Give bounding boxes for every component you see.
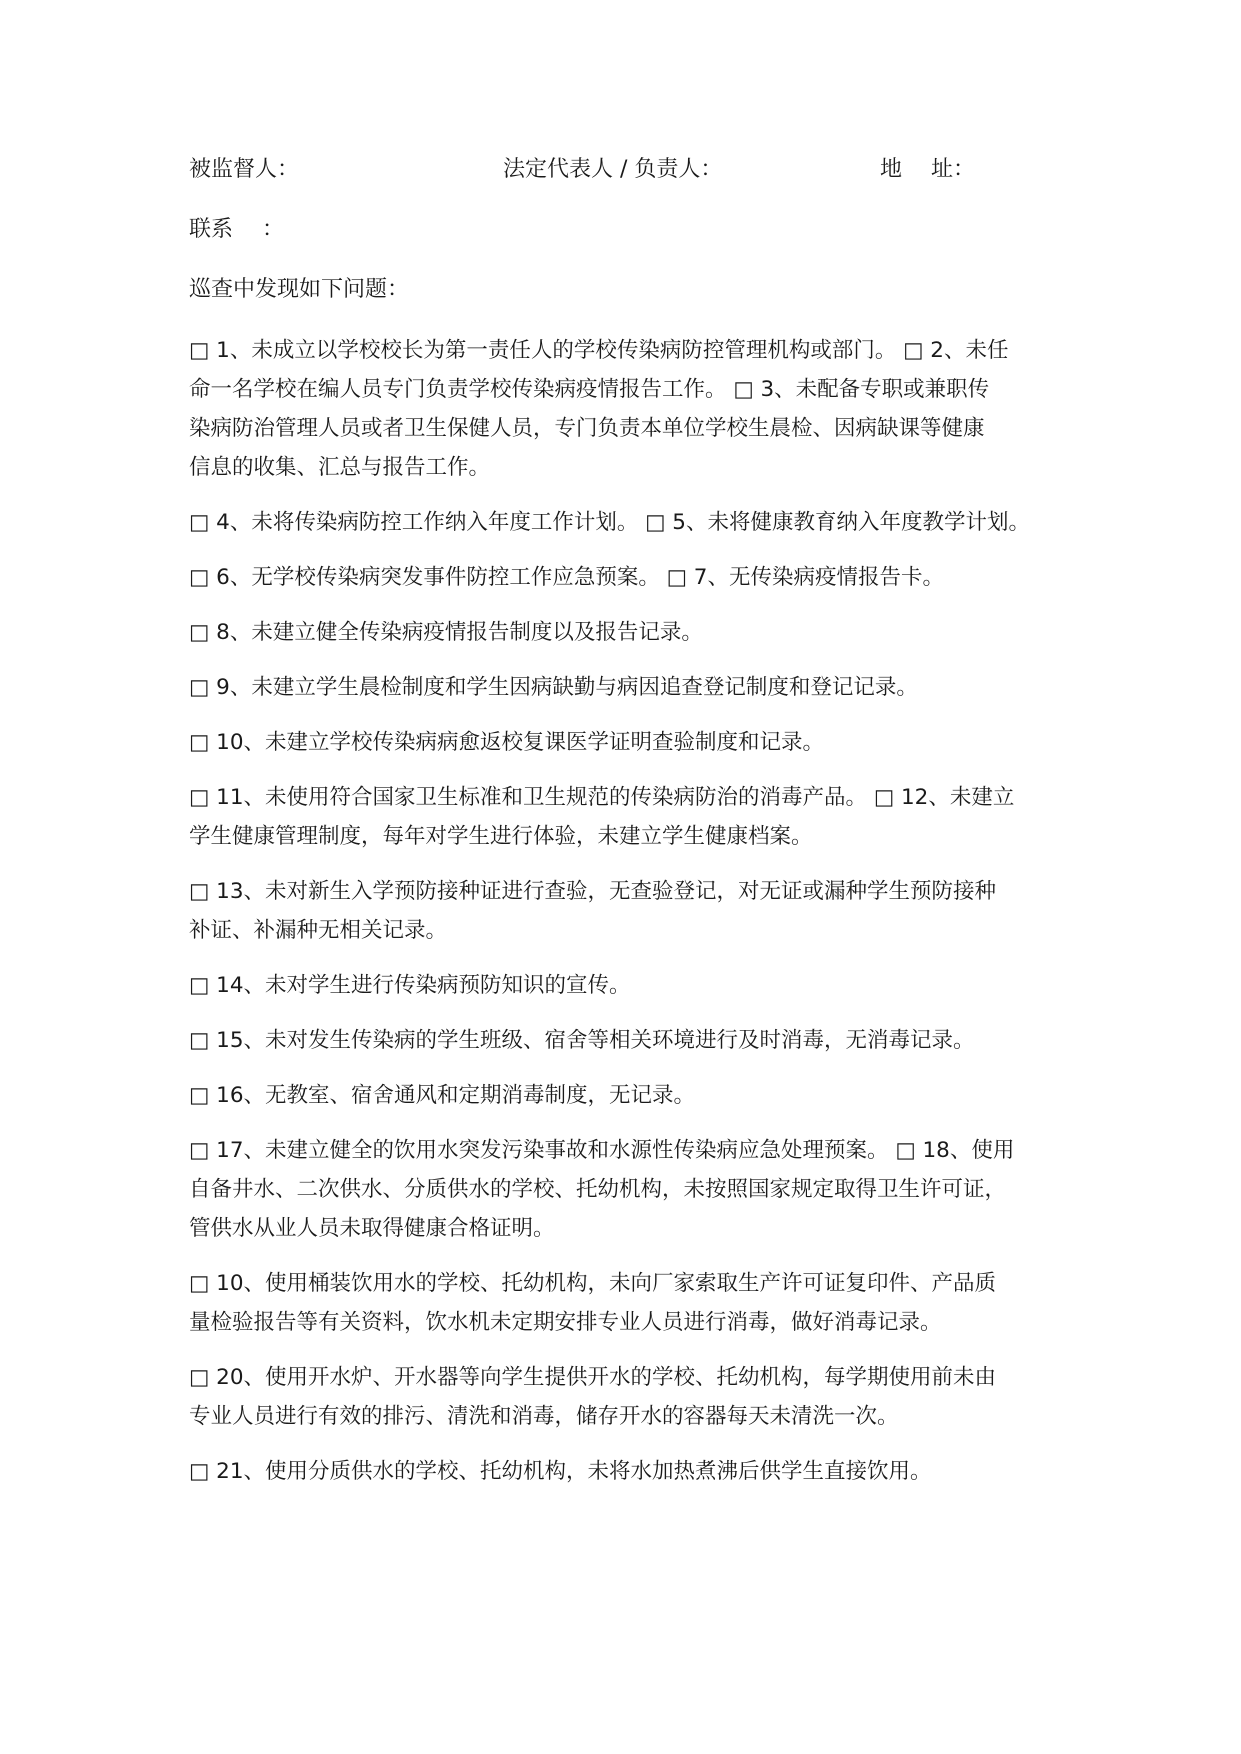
issue-line: □ 20、使用开水炉、开水器等向学生提供开水的学校、托幼机构，每学期使用前未由	[189, 1365, 997, 1390]
issue-list	[189, 331, 1089, 1491]
issue-paragraph	[189, 1021, 1089, 1060]
issue-line: □ 10、使用桶装饮用水的学校、托幼机构，未向厂家索取生产许可证复印件、产品质	[189, 1271, 997, 1296]
issue-line: □ 6、无学校传染病突发事件防控工作应急预案。 □ 7、无传染病疫情报告卡。	[189, 565, 944, 590]
legal-representative-label: 法定代表人 / 负责人：	[503, 157, 723, 182]
issue-paragraph	[189, 966, 1089, 1005]
supervised-party-label: 被监督人：	[189, 157, 300, 182]
issue-line: □ 4、未将传染病防控工作纳入年度工作计划。 □ 5、未将健康教育纳入年度教学计划。	[189, 510, 1030, 535]
issue-paragraph	[189, 723, 1089, 762]
issue-line: □ 17、未建立健全的饮用水突发污染事故和水源性传染病应急处理预案。 □ 18、使用	[189, 1138, 1015, 1163]
issue-line: □ 15、未对发生传染病的学生班级、宿舍等相关环境进行及时消毒，无消毒记录。	[189, 1028, 975, 1053]
issue-line: 自备井水、二次供水、分质供水的学校、托幼机构，未按照国家规定取得卫生许可证，	[189, 1177, 1007, 1202]
issue-line: □ 11、未使用符合国家卫生标准和卫生规范的传染病防治的消毒产品。 □ 12、未建立	[189, 785, 1015, 810]
issue-line: □ 10、未建立学校传染病病愈返校复课医学证明查验制度和记录。	[189, 730, 825, 755]
issue-paragraph	[189, 503, 1089, 542]
contact-label: 联系 ：	[189, 217, 284, 242]
issue-paragraph	[189, 1131, 1089, 1248]
issue-line: □ 16、无教室、宿舍通风和定期消毒制度，无记录。	[189, 1083, 696, 1108]
issue-line: 信息的收集、汇总与报告工作。	[189, 455, 491, 480]
issue-line: 命一名学校在编人员专门负责学校传染病疫情报告工作。 □ 3、未配备专职或兼职传	[189, 377, 990, 402]
issue-paragraph	[189, 1076, 1089, 1115]
issue-paragraph	[189, 778, 1089, 856]
issue-paragraph	[189, 1452, 1089, 1491]
issue-paragraph	[189, 872, 1089, 950]
inspection-document	[189, 155, 1089, 1511]
issue-line: □ 9、未建立学生晨检制度和学生因病缺勤与病因追查登记制度和登记记录。	[189, 675, 918, 700]
issue-paragraph	[189, 1358, 1089, 1436]
issue-line: 专业人员进行有效的排污、清洗和消毒，储存开水的容器每天未清洗一次。	[189, 1404, 899, 1429]
findings-intro: 巡查中发现如下问题：	[189, 277, 410, 302]
issue-paragraph	[189, 331, 1089, 487]
header-row	[189, 155, 1089, 185]
issue-paragraph	[189, 613, 1089, 652]
issue-line: 管供水从业人员未取得健康合格证明。	[189, 1216, 555, 1241]
address-label: 地 址：	[880, 157, 975, 182]
issue-paragraph	[189, 1264, 1089, 1342]
issue-line: □ 13、未对新生入学预防接种证进行查验，无查验登记，对无证或漏种学生预防接种	[189, 879, 997, 904]
issue-line: □ 14、未对学生进行传染病预防知识的宣传。	[189, 973, 631, 998]
issue-line: 量检验报告等有关资料，饮水机未定期安排专业人员进行消毒，做好消毒记录。	[189, 1310, 942, 1335]
issue-line: 染病防治管理人员或者卫生保健人员，专门负责本单位学校生晨检、因病缺课等健康	[189, 416, 985, 441]
issue-line: □ 21、使用分质供水的学校、托幼机构，未将水加热煮沸后供学生直接饮用。	[189, 1459, 932, 1484]
issue-paragraph	[189, 558, 1089, 597]
issue-line: 学生健康管理制度，每年对学生进行体验，未建立学生健康档案。	[189, 824, 813, 849]
issue-line: 补证、补漏种无相关记录。	[189, 918, 448, 943]
issue-paragraph	[189, 668, 1089, 707]
issue-line: □ 8、未建立健全传染病疫情报告制度以及报告记录。	[189, 620, 703, 645]
issue-line: □ 1、未成立以学校校长为第一责任人的学校传染病防控管理机构或部门。 □ 2、未任	[189, 338, 1009, 363]
